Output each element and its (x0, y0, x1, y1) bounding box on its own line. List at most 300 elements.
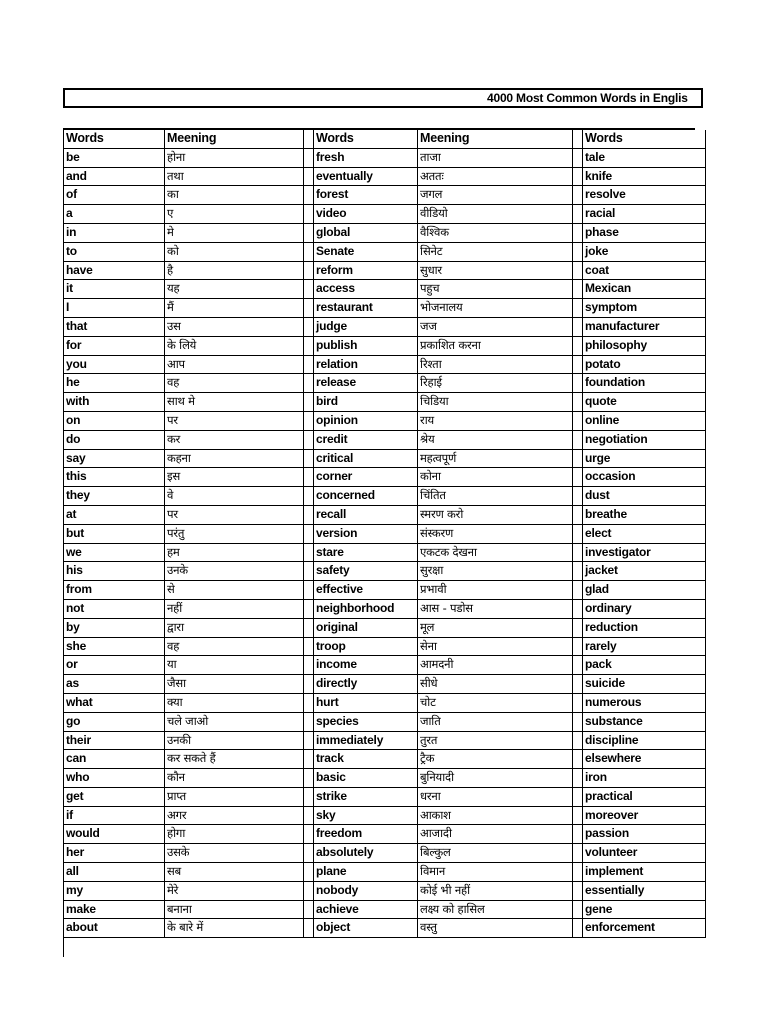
english-word-cell: income (314, 656, 418, 675)
english-word-cell: his (64, 562, 165, 581)
spacer-cell (304, 619, 314, 638)
english-word-cell: to (64, 243, 165, 262)
english-word-cell: but (64, 525, 165, 544)
english-word-cell: a (64, 205, 165, 224)
english-word-cell: corner (314, 468, 418, 487)
hindi-meaning-cell: साथ मे (165, 393, 304, 412)
hindi-meaning-cell: से (165, 581, 304, 600)
english-word-cell: her (64, 844, 165, 863)
english-word-cell: all (64, 863, 165, 882)
hindi-meaning-cell: जाति (418, 713, 573, 732)
spacer-cell (573, 619, 583, 638)
hindi-meaning-cell: अगर (165, 807, 304, 826)
english-word-cell: we (64, 544, 165, 563)
spacer-cell (573, 656, 583, 675)
english-word-cell: go (64, 713, 165, 732)
english-word-cell: they (64, 487, 165, 506)
column-header: Meening (418, 130, 573, 149)
spacer-cell (304, 656, 314, 675)
english-word-cell: pack (583, 656, 706, 675)
hindi-meaning-cell: प्रभावी (418, 581, 573, 600)
spacer-cell (304, 393, 314, 412)
english-word-cell: forest (314, 186, 418, 205)
english-word-cell: he (64, 374, 165, 393)
english-word-cell: breathe (583, 506, 706, 525)
english-word-cell: release (314, 374, 418, 393)
english-word-cell: urge (583, 450, 706, 469)
spacer-cell (573, 863, 583, 882)
spacer-cell (304, 318, 314, 337)
hindi-meaning-cell: यह (165, 280, 304, 299)
english-word-cell: foundation (583, 374, 706, 393)
hindi-meaning-cell: ए (165, 205, 304, 224)
spacer-cell (573, 431, 583, 450)
english-word-cell: can (64, 750, 165, 769)
english-word-cell: from (64, 581, 165, 600)
hindi-meaning-cell: पर (165, 506, 304, 525)
hindi-meaning-cell: जज (418, 318, 573, 337)
hindi-meaning-cell: का (165, 186, 304, 205)
spacer-cell (573, 412, 583, 431)
english-word-cell: negotiation (583, 431, 706, 450)
english-word-cell: neighborhood (314, 600, 418, 619)
english-word-cell: racial (583, 205, 706, 224)
spacer-cell (304, 807, 314, 826)
spacer-cell (304, 638, 314, 657)
hindi-meaning-cell: प्राप्त (165, 788, 304, 807)
english-word-cell: online (583, 412, 706, 431)
english-word-cell: about (64, 919, 165, 938)
spacer-cell (304, 374, 314, 393)
english-word-cell: their (64, 732, 165, 751)
spacer-cell (573, 224, 583, 243)
english-word-cell: jacket (583, 562, 706, 581)
spacer-cell (573, 600, 583, 619)
english-word-cell: relation (314, 356, 418, 375)
spacer-cell (304, 262, 314, 281)
hindi-meaning-cell: हम (165, 544, 304, 563)
english-word-cell: suicide (583, 675, 706, 694)
hindi-meaning-cell: आमदनी (418, 656, 573, 675)
english-word-cell: directly (314, 675, 418, 694)
english-word-cell: hurt (314, 694, 418, 713)
hindi-meaning-cell: वीडियो (418, 205, 573, 224)
english-word-cell: elsewhere (583, 750, 706, 769)
hindi-meaning-cell: मेरे (165, 882, 304, 901)
spacer-cell (573, 901, 583, 920)
hindi-meaning-cell: परंतु (165, 525, 304, 544)
spacer-cell (573, 450, 583, 469)
english-word-cell: potato (583, 356, 706, 375)
hindi-meaning-cell: वे (165, 487, 304, 506)
english-word-cell: I (64, 299, 165, 318)
english-word-cell: fresh (314, 149, 418, 168)
english-word-cell: get (64, 788, 165, 807)
english-word-cell: iron (583, 769, 706, 788)
spacer-cell (304, 825, 314, 844)
hindi-meaning-cell: धरना (418, 788, 573, 807)
hindi-meaning-cell: सब (165, 863, 304, 882)
english-word-cell: my (64, 882, 165, 901)
spacer-cell (304, 412, 314, 431)
spacer-cell (304, 525, 314, 544)
spacer-cell (573, 243, 583, 262)
hindi-meaning-cell: अततः (418, 168, 573, 187)
english-word-cell: moreover (583, 807, 706, 826)
english-word-cell: species (314, 713, 418, 732)
english-word-cell: basic (314, 769, 418, 788)
spacer-cell (573, 807, 583, 826)
english-word-cell: would (64, 825, 165, 844)
english-word-cell: safety (314, 562, 418, 581)
english-word-cell: concerned (314, 487, 418, 506)
spacer-cell (573, 506, 583, 525)
hindi-meaning-cell: उनकी (165, 732, 304, 751)
hindi-meaning-cell: चोट (418, 694, 573, 713)
spacer-cell (304, 487, 314, 506)
spacer-cell (573, 788, 583, 807)
hindi-meaning-cell: सुरक्षा (418, 562, 573, 581)
hindi-meaning-cell: महत्वपूर्ण (418, 450, 573, 469)
hindi-meaning-cell: चले जाओ (165, 713, 304, 732)
spacer-cell (304, 600, 314, 619)
hindi-meaning-cell: तुरत (418, 732, 573, 751)
title-banner (63, 88, 703, 108)
english-word-cell: achieve (314, 901, 418, 920)
spacer-cell (573, 638, 583, 657)
word-table (63, 128, 695, 957)
spacer-cell (573, 919, 583, 938)
english-word-cell: resolve (583, 186, 706, 205)
english-word-cell: credit (314, 431, 418, 450)
spacer-cell (304, 243, 314, 262)
spacer-cell (304, 224, 314, 243)
english-word-cell: do (64, 431, 165, 450)
hindi-meaning-cell: सुधार (418, 262, 573, 281)
hindi-meaning-cell: पर (165, 412, 304, 431)
hindi-meaning-cell: होना (165, 149, 304, 168)
hindi-meaning-cell: कहना (165, 450, 304, 469)
spacer-cell (304, 431, 314, 450)
spacer-cell (573, 149, 583, 168)
english-word-cell: coat (583, 262, 706, 281)
english-word-cell: joke (583, 243, 706, 262)
english-word-cell: investigator (583, 544, 706, 563)
english-word-cell: she (64, 638, 165, 657)
spacer-cell (573, 694, 583, 713)
english-word-cell: this (64, 468, 165, 487)
english-word-cell: Senate (314, 243, 418, 262)
hindi-meaning-cell: या (165, 656, 304, 675)
english-word-cell: if (64, 807, 165, 826)
spacer-cell (304, 356, 314, 375)
spacer-cell (573, 280, 583, 299)
english-word-cell: bird (314, 393, 418, 412)
hindi-meaning-cell: वह (165, 374, 304, 393)
hindi-meaning-cell: आजादी (418, 825, 573, 844)
english-word-cell: publish (314, 337, 418, 356)
english-word-cell: tale (583, 149, 706, 168)
hindi-meaning-cell: मे (165, 224, 304, 243)
spacer-cell (573, 713, 583, 732)
spacer-cell (573, 750, 583, 769)
english-word-cell: manufacturer (583, 318, 706, 337)
hindi-meaning-cell: चिडिया (418, 393, 573, 412)
english-word-cell: and (64, 168, 165, 187)
english-word-cell: as (64, 675, 165, 694)
spacer-cell (304, 901, 314, 920)
spacer-cell (573, 675, 583, 694)
hindi-meaning-cell: होगा (165, 825, 304, 844)
hindi-meaning-cell: प्रकाशित करना (418, 337, 573, 356)
hindi-meaning-cell: तथा (165, 168, 304, 187)
english-word-cell: judge (314, 318, 418, 337)
english-word-cell: numerous (583, 694, 706, 713)
spacer-cell (573, 487, 583, 506)
spacer-cell (304, 280, 314, 299)
spacer-cell (573, 769, 583, 788)
english-word-cell: object (314, 919, 418, 938)
english-word-cell: opinion (314, 412, 418, 431)
spacer-cell (573, 186, 583, 205)
hindi-meaning-cell: आकाश (418, 807, 573, 826)
spacer-cell (304, 544, 314, 563)
english-word-cell: say (64, 450, 165, 469)
english-word-cell: stare (314, 544, 418, 563)
hindi-meaning-cell: रिहाई (418, 374, 573, 393)
english-word-cell: what (64, 694, 165, 713)
english-word-cell: access (314, 280, 418, 299)
spacer-cell (304, 168, 314, 187)
hindi-meaning-cell: को (165, 243, 304, 262)
spacer-cell (304, 769, 314, 788)
hindi-meaning-cell: भोजनालय (418, 299, 573, 318)
english-word-cell: have (64, 262, 165, 281)
hindi-meaning-cell: संस्करण (418, 525, 573, 544)
english-word-cell: critical (314, 450, 418, 469)
english-word-cell: version (314, 525, 418, 544)
hindi-meaning-cell: इस (165, 468, 304, 487)
spacer-cell (304, 205, 314, 224)
spacer-cell (573, 374, 583, 393)
hindi-meaning-cell: मूल (418, 619, 573, 638)
spacer-cell (304, 468, 314, 487)
hindi-meaning-cell: मैं (165, 299, 304, 318)
english-word-cell: who (64, 769, 165, 788)
hindi-meaning-cell: सेना (418, 638, 573, 657)
spacer-cell (304, 450, 314, 469)
english-word-cell: nobody (314, 882, 418, 901)
spacer-cell (304, 337, 314, 356)
spacer-cell (304, 506, 314, 525)
hindi-meaning-cell: कोना (418, 468, 573, 487)
english-word-cell: reform (314, 262, 418, 281)
hindi-meaning-cell: आप (165, 356, 304, 375)
spacer-cell (304, 675, 314, 694)
english-word-cell: by (64, 619, 165, 638)
spacer-cell (573, 393, 583, 412)
hindi-meaning-cell: वह (165, 638, 304, 657)
hindi-meaning-cell: स्मरण करो (418, 506, 573, 525)
spacer-cell (573, 299, 583, 318)
spacer-cell (304, 750, 314, 769)
english-word-cell: original (314, 619, 418, 638)
english-word-cell: plane (314, 863, 418, 882)
spacer-cell (573, 825, 583, 844)
english-word-cell: glad (583, 581, 706, 600)
spacer-cell (573, 205, 583, 224)
hindi-meaning-cell: नहीं (165, 600, 304, 619)
spacer-cell (304, 562, 314, 581)
hindi-meaning-cell: उनके (165, 562, 304, 581)
hindi-meaning-cell: राय (418, 412, 573, 431)
english-word-cell: phase (583, 224, 706, 243)
english-word-cell: video (314, 205, 418, 224)
english-word-cell: dust (583, 487, 706, 506)
hindi-meaning-cell: आस - पडोस (418, 600, 573, 619)
hindi-meaning-cell: रिश्ता (418, 356, 573, 375)
hindi-meaning-cell: ट्रैक (418, 750, 573, 769)
spacer-cell (304, 186, 314, 205)
hindi-meaning-cell: वस्तु (418, 919, 573, 938)
english-word-cell: or (64, 656, 165, 675)
hindi-meaning-cell: बनाना (165, 901, 304, 920)
english-word-cell: substance (583, 713, 706, 732)
hindi-meaning-cell: एकटक देखना (418, 544, 573, 563)
english-word-cell: immediately (314, 732, 418, 751)
column-header: Words (583, 130, 706, 149)
english-word-cell: implement (583, 863, 706, 882)
hindi-meaning-cell: चिंतित (418, 487, 573, 506)
hindi-meaning-cell: सीधे (418, 675, 573, 694)
hindi-meaning-cell: लक्ष्य को हासिल (418, 901, 573, 920)
spacer-cell (573, 356, 583, 375)
english-word-cell: eventually (314, 168, 418, 187)
english-word-cell: recall (314, 506, 418, 525)
english-word-cell: make (64, 901, 165, 920)
spacer-cell (573, 262, 583, 281)
spacer-cell (573, 468, 583, 487)
hindi-meaning-cell: श्रेय (418, 431, 573, 450)
spacer-cell (304, 919, 314, 938)
hindi-meaning-cell: उस (165, 318, 304, 337)
hindi-meaning-cell: वैश्विक (418, 224, 573, 243)
sheet-title: 4000 Most Common Words in Englis (487, 91, 688, 105)
hindi-meaning-cell: कर सकते हैं (165, 750, 304, 769)
hindi-meaning-cell: बिल्कुल (418, 844, 573, 863)
column-header: Meening (165, 130, 304, 149)
hindi-meaning-cell: पहुच (418, 280, 573, 299)
english-word-cell: quote (583, 393, 706, 412)
hindi-meaning-cell: कौन (165, 769, 304, 788)
english-word-cell: restaurant (314, 299, 418, 318)
english-word-cell: in (64, 224, 165, 243)
english-word-cell: enforcement (583, 919, 706, 938)
english-word-cell: be (64, 149, 165, 168)
english-word-cell: troop (314, 638, 418, 657)
english-word-cell: symptom (583, 299, 706, 318)
column-header: Words (64, 130, 165, 149)
spacer-cell (304, 130, 314, 149)
spacer-cell (573, 337, 583, 356)
english-word-cell: rarely (583, 638, 706, 657)
english-word-cell: elect (583, 525, 706, 544)
spacer-cell (304, 299, 314, 318)
spacer-cell (304, 694, 314, 713)
english-word-cell: on (64, 412, 165, 431)
spacer-cell (573, 562, 583, 581)
english-word-cell: track (314, 750, 418, 769)
spacer-cell (573, 732, 583, 751)
spacer-cell (304, 882, 314, 901)
english-word-cell: for (64, 337, 165, 356)
english-word-cell: effective (314, 581, 418, 600)
spacer-cell (573, 318, 583, 337)
spacer-cell (573, 525, 583, 544)
spacer-cell (304, 581, 314, 600)
hindi-meaning-cell: कर (165, 431, 304, 450)
hindi-meaning-cell: विमान (418, 863, 573, 882)
english-word-cell: volunteer (583, 844, 706, 863)
hindi-meaning-cell: क्या (165, 694, 304, 713)
hindi-meaning-cell: बुनियादी (418, 769, 573, 788)
spacer-cell (573, 168, 583, 187)
english-word-cell: occasion (583, 468, 706, 487)
english-word-cell: essentially (583, 882, 706, 901)
column-header: Words (314, 130, 418, 149)
english-word-cell: that (64, 318, 165, 337)
spacer-cell (573, 882, 583, 901)
english-word-cell: reduction (583, 619, 706, 638)
english-word-cell: absolutely (314, 844, 418, 863)
hindi-meaning-cell: के बारे में (165, 919, 304, 938)
hindi-meaning-cell: सिनेट (418, 243, 573, 262)
english-word-cell: strike (314, 788, 418, 807)
english-word-cell: sky (314, 807, 418, 826)
spacer-cell (304, 732, 314, 751)
hindi-meaning-cell: जैसा (165, 675, 304, 694)
spacer-cell (304, 863, 314, 882)
english-word-cell: freedom (314, 825, 418, 844)
english-word-cell: you (64, 356, 165, 375)
spacer-cell (304, 788, 314, 807)
spacer-cell (573, 544, 583, 563)
english-word-cell: with (64, 393, 165, 412)
english-word-cell: knife (583, 168, 706, 187)
english-word-cell: global (314, 224, 418, 243)
english-word-cell: at (64, 506, 165, 525)
english-word-cell: discipline (583, 732, 706, 751)
hindi-meaning-cell: द्वारा (165, 619, 304, 638)
spacer-cell (304, 713, 314, 732)
spacer-cell (573, 130, 583, 149)
english-word-cell: passion (583, 825, 706, 844)
english-word-cell: it (64, 280, 165, 299)
hindi-meaning-cell: जगल (418, 186, 573, 205)
spacer-cell (573, 844, 583, 863)
hindi-meaning-cell: ताजा (418, 149, 573, 168)
english-word-cell: philosophy (583, 337, 706, 356)
english-word-cell: of (64, 186, 165, 205)
spacer-cell (304, 149, 314, 168)
hindi-meaning-cell: उसके (165, 844, 304, 863)
hindi-meaning-cell: के लिये (165, 337, 304, 356)
spacer-cell (304, 844, 314, 863)
english-word-cell: Mexican (583, 280, 706, 299)
english-word-cell: ordinary (583, 600, 706, 619)
english-word-cell: not (64, 600, 165, 619)
spacer-cell (573, 581, 583, 600)
